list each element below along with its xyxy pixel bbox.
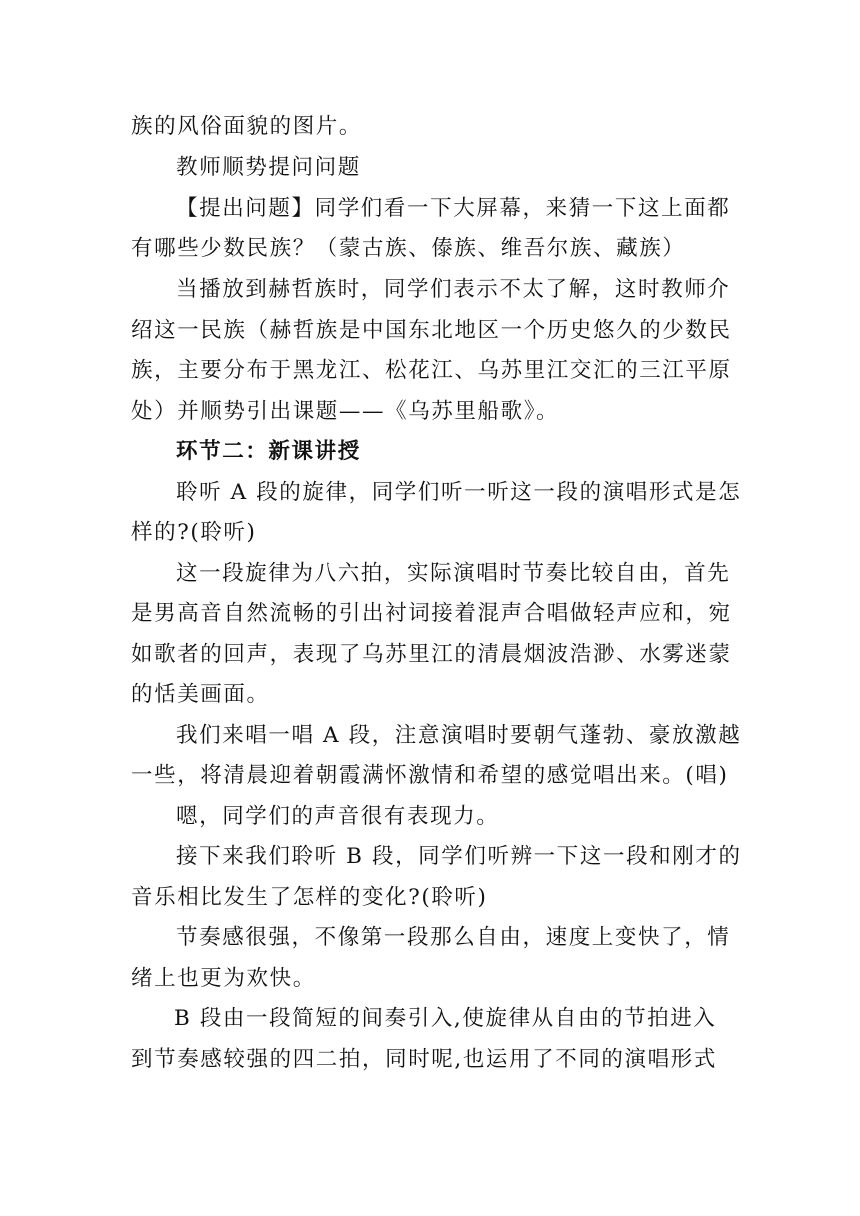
paragraph-line: 如歌者的回声，表现了乌苏里江的清晨烟波浩渺、水雾迷蒙 [131,642,732,667]
paragraph-line: 接下来我们聆听 B 段，同学们听辨一下这一段和刚才的 [176,844,742,869]
paragraph-line: 的恬美画面。 [131,682,270,707]
paragraph-line: 是男高音自然流畅的引出衬词接着混声合唱做轻声应和，宛 [131,601,732,626]
paragraph-line: 聆听 A 段的旋律，同学们听一听这一段的演唱形式是怎 [176,480,742,505]
paragraph-line: 我们来唱一唱 A 段，注意演唱时要朝气蓬勃、豪放激越 [176,723,742,748]
paragraph-line: 绪上也更为欢快。 [131,966,316,991]
paragraph-line: 这一段旋律为八六拍，实际演唱时节奏比较自由，首先 [176,561,731,586]
section-heading: 环节二：新课讲授 [176,439,361,464]
paragraph-line: 音乐相比发生了怎样的变化?(聆听) [131,885,488,910]
paragraph-line: 族，主要分布于黑龙江、松花江、乌苏里江交汇的三江平原 [131,358,732,383]
paragraph-line: 绍这一民族（赫哲族是中国东北地区一个历史悠久的少数民 [131,318,732,343]
question-line: 有哪些少数民族？（蒙古族、傣族、维吾尔族、藏族） [131,236,686,261]
paragraph-line: 族的风俗面貌的图片。 [131,114,363,139]
paragraph-line: B 段由一段简短的间奏引入,使旋律从自由的节拍进入 [174,1006,717,1031]
question-line: 【提出问题】同学们看一下大屏幕，来猜一下这上面都 [176,196,731,221]
paragraph-line: 教师顺势提问问题 [176,155,361,180]
paragraph-line: 样的?(聆听) [131,520,257,545]
paragraph-line: 到节奏感较强的四二拍，同时呢,也运用了不同的演唱形式 [131,1047,717,1072]
paragraph-line: 嗯，同学们的声音很有表现力。 [176,804,500,829]
paragraph-line: 一些，将清晨迎着朝霞满怀激情和希望的感觉唱出来。(唱) [131,763,729,788]
paragraph-line: 节奏感很强，不像第一段那么自由，速度上变快了，情 [176,925,731,950]
paragraph-line: 处）并顺势引出课题——《乌苏里船歌》。 [131,399,560,424]
paragraph-line: 当播放到赫哲族时，同学们表示不太了解，这时教师介 [176,277,731,302]
